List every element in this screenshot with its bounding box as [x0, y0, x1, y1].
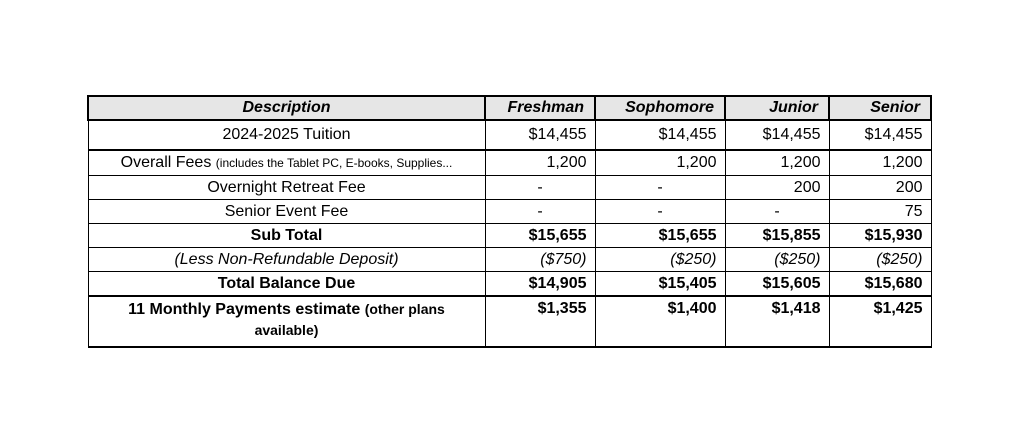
retreat-junior: 200	[725, 176, 829, 200]
table-row	[88, 224, 931, 248]
senior-event-sophomore: -	[595, 200, 725, 224]
fees-note: (includes the Tablet PC, E-books, Supplies...	[215, 156, 453, 170]
senior-event-senior: 75	[829, 200, 931, 224]
tuition-freshman: $14,455	[485, 120, 595, 150]
table-row	[88, 296, 931, 347]
monthly-sophomore: $1,400	[595, 296, 725, 347]
monthly-freshman: $1,355	[485, 296, 595, 347]
tuition-junior: $14,455	[725, 120, 829, 150]
header-sophomore: Sophomore	[595, 96, 725, 120]
monthly-note: (other plans available)	[254, 301, 445, 338]
fees-sophomore: 1,200	[595, 150, 725, 176]
table-row	[88, 120, 931, 150]
total-sophomore: $15,405	[595, 272, 725, 297]
deposit-label: (Less Non-Refundable Deposit)	[88, 248, 485, 272]
header-description: Description	[88, 96, 485, 120]
deposit-freshman: ($750)	[485, 248, 595, 272]
total-freshman: $14,905	[485, 272, 595, 297]
subtotal-senior: $15,930	[829, 224, 931, 248]
subtotal-freshman: $15,655	[485, 224, 595, 248]
table-row	[88, 150, 931, 176]
tuition-table	[87, 95, 932, 348]
retreat-sophomore: -	[595, 176, 725, 200]
subtotal-label: Sub Total	[88, 224, 485, 248]
total-label: Total Balance Due	[88, 272, 485, 297]
fees-freshman: 1,200	[485, 150, 595, 176]
senior-event-label: Senior Event Fee	[88, 200, 485, 224]
table-row	[88, 248, 931, 272]
header-junior: Junior	[725, 96, 829, 120]
monthly-label-cell	[88, 296, 485, 347]
table-row	[88, 200, 931, 224]
tuition-senior: $14,455	[829, 120, 931, 150]
retreat-freshman: -	[485, 176, 595, 200]
header-row	[88, 96, 931, 120]
deposit-sophomore: ($250)	[595, 248, 725, 272]
header-freshman: Freshman	[485, 96, 595, 120]
fees-senior: 1,200	[829, 150, 931, 176]
fees-label-cell	[88, 150, 485, 176]
retreat-senior: 200	[829, 176, 931, 200]
senior-event-freshman: -	[485, 200, 595, 224]
monthly-label: 11 Monthly Payments estimate	[128, 301, 361, 318]
senior-event-junior: -	[725, 200, 829, 224]
monthly-junior: $1,418	[725, 296, 829, 347]
header-senior: Senior	[829, 96, 931, 120]
subtotal-sophomore: $15,655	[595, 224, 725, 248]
total-junior: $15,605	[725, 272, 829, 297]
deposit-junior: ($250)	[725, 248, 829, 272]
subtotal-junior: $15,855	[725, 224, 829, 248]
table-row	[88, 272, 931, 297]
deposit-senior: ($250)	[829, 248, 931, 272]
tuition-label: 2024-2025 Tuition	[88, 120, 485, 150]
table-row	[88, 176, 931, 200]
tuition-sophomore: $14,455	[595, 120, 725, 150]
fees-label: Overall Fees	[120, 154, 212, 171]
retreat-label: Overnight Retreat Fee	[88, 176, 485, 200]
fees-junior: 1,200	[725, 150, 829, 176]
total-senior: $15,680	[829, 272, 931, 297]
monthly-senior: $1,425	[829, 296, 931, 347]
